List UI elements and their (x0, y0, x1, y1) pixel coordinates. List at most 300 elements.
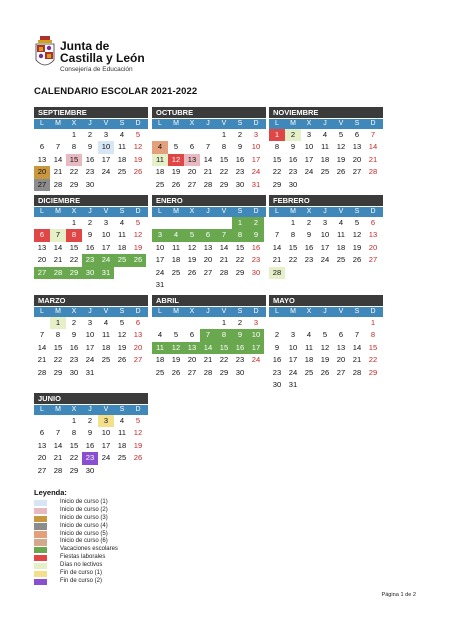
day-cell: 7 (354, 330, 360, 340)
weekday-label: D (253, 120, 259, 127)
month-header: MARZO (34, 295, 148, 306)
day-cell: 11 (152, 342, 168, 354)
day-cell: 21 (53, 167, 63, 177)
legend-item (34, 515, 118, 523)
day-cell: 5 (135, 416, 141, 425)
day-cell: 27 (34, 179, 50, 191)
day-cell: 1 (269, 129, 285, 141)
day-cell: 9 (87, 230, 93, 240)
day-cell: 29 (272, 179, 282, 189)
day-cell: 25 (155, 367, 165, 377)
day-cell: 7 (55, 142, 61, 152)
day-cell: 6 (135, 318, 141, 327)
empty-cell (216, 217, 232, 229)
day-cell: 31 (155, 279, 165, 289)
empty-cell (34, 217, 50, 229)
day-cell: 22 (272, 167, 282, 177)
weekday-label: L (40, 120, 44, 127)
weekday-label: S (119, 120, 125, 127)
legend-swatch (34, 547, 47, 553)
day-cell: 8 (71, 428, 77, 438)
day-cell: 23 (69, 355, 79, 365)
month-marzo (34, 295, 148, 379)
weekday-label: V (221, 308, 227, 315)
day-cell: 14 (53, 242, 63, 252)
month-enero (152, 195, 266, 291)
empty-cell (152, 129, 168, 141)
month-octubre (152, 107, 266, 191)
day-cell: 10 (155, 242, 165, 252)
day-cell: 25 (101, 355, 111, 365)
day-cell: 30 (235, 367, 245, 377)
day-cell: 13 (184, 154, 200, 166)
day-cell: 15 (66, 154, 82, 166)
day-cell: 27 (34, 267, 50, 279)
day-grid (269, 129, 383, 191)
day-cell: 23 (272, 367, 282, 377)
day-cell: 13 (37, 154, 47, 164)
legend (34, 499, 118, 586)
day-cell: 25 (171, 267, 181, 277)
day-cell: 21 (53, 255, 63, 265)
day-cell: 6 (370, 218, 376, 227)
empty-cell (349, 317, 365, 329)
day-cell: 21 (368, 154, 378, 164)
empty-cell (333, 317, 349, 329)
day-cell: 28 (203, 179, 213, 189)
empty-cell (200, 217, 216, 229)
day-cell: 12 (320, 342, 330, 352)
day-cell: 8 (216, 329, 232, 341)
legend-label: Inicio de curso (5) (60, 530, 108, 537)
month-junio (34, 393, 148, 477)
day-cell: 17 (248, 342, 264, 354)
day-cell: 24 (251, 167, 261, 177)
day-cell: 2 (87, 218, 93, 227)
day-cell: 13 (184, 342, 200, 354)
day-cell: 18 (101, 342, 111, 352)
day-cell: 15 (288, 242, 298, 252)
empty-cell (50, 217, 66, 229)
weekday-label: D (253, 208, 259, 215)
day-cell: 29 (235, 267, 245, 277)
weekday-label: D (135, 308, 141, 315)
day-cell: 30 (82, 267, 98, 279)
weekday-label: X (71, 208, 77, 215)
day-cell: 20 (187, 167, 197, 177)
weekday-label: S (354, 208, 360, 215)
day-cell: 27 (352, 167, 362, 177)
day-cell: 10 (248, 329, 264, 341)
day-cell: 18 (117, 154, 127, 164)
day-cell: 11 (172, 242, 180, 252)
day-cell: 10 (85, 330, 95, 340)
legend-title: Leyenda: (34, 488, 67, 497)
weekday-row (269, 207, 383, 217)
weekday-label: L (275, 208, 279, 215)
day-cell: 1 (50, 317, 66, 329)
day-cell: 20 (203, 255, 213, 265)
day-cell: 22 (288, 255, 298, 265)
day-cell: 14 (37, 342, 47, 352)
weekday-label: S (119, 308, 125, 315)
day-cell: 22 (53, 355, 63, 365)
day-cell: 18 (155, 355, 165, 365)
legend-swatch (34, 579, 47, 585)
empty-cell (34, 317, 50, 329)
day-cell: 20 (368, 242, 378, 252)
empty-cell (269, 317, 285, 329)
weekday-label: M (290, 308, 296, 315)
day-cell: 25 (117, 167, 127, 177)
day-cell: 22 (69, 255, 79, 265)
logo-line-2: Castilla y León (60, 51, 145, 65)
day-cell: 15 (216, 342, 232, 354)
legend-label: Inicio de curso (2) (60, 506, 108, 513)
day-cell: 4 (157, 330, 163, 340)
day-cell: 28 (53, 179, 63, 189)
day-grid (152, 217, 266, 291)
day-cell: 7 (50, 229, 66, 241)
day-cell: 6 (354, 130, 360, 139)
legend-label: Días no lectivos (60, 562, 103, 569)
weekday-row (152, 119, 266, 129)
weekday-label: X (189, 208, 195, 215)
weekday-label: D (135, 120, 141, 127)
day-cell: 24 (251, 355, 261, 365)
day-cell: 14 (368, 142, 378, 152)
day-cell: 13 (133, 330, 143, 340)
day-cell: 6 (39, 142, 45, 152)
day-cell: 23 (288, 167, 298, 177)
day-cell: 20 (352, 154, 362, 164)
legend-swatch (34, 555, 47, 561)
day-cell: 16 (251, 242, 261, 252)
day-cell: 9 (237, 142, 243, 152)
day-cell: 9 (248, 229, 264, 241)
day-cell: 15 (219, 154, 229, 164)
weekday-label: M (173, 308, 179, 315)
day-cell: 26 (117, 355, 127, 365)
weekday-label: V (338, 308, 344, 315)
day-cell: 5 (322, 330, 328, 340)
legend-swatch (34, 531, 47, 537)
day-cell: 20 (336, 355, 346, 365)
day-cell: 11 (118, 142, 126, 152)
day-cell: 16 (235, 154, 245, 164)
day-cell: 14 (272, 242, 282, 252)
day-cell: 5 (173, 330, 179, 340)
day-cell: 13 (37, 440, 47, 450)
legend-item (34, 531, 118, 539)
day-cell: 1 (290, 218, 296, 227)
day-grid (34, 415, 148, 477)
empty-cell (269, 217, 285, 229)
day-cell: 3 (253, 318, 259, 327)
day-cell: 15 (53, 342, 63, 352)
day-cell: 2 (87, 416, 93, 425)
day-grid (34, 129, 148, 191)
day-cell: 13 (352, 142, 362, 152)
day-cell: 20 (187, 355, 197, 365)
weekday-label: J (323, 308, 327, 315)
logo-subtitle: Consejería de Educación (60, 66, 133, 73)
weekday-label: S (237, 120, 243, 127)
day-cell: 18 (117, 440, 127, 450)
day-cell: 6 (338, 330, 344, 340)
weekday-row (152, 307, 266, 317)
day-cell: 21 (203, 355, 213, 365)
day-cell: 20 (37, 255, 47, 265)
day-cell: 12 (168, 342, 184, 354)
empty-cell (50, 129, 66, 141)
weekday-row (34, 405, 148, 415)
day-cell: 28 (219, 267, 229, 277)
day-cell: 11 (118, 428, 126, 438)
legend-item (34, 523, 118, 531)
day-cell: 26 (320, 367, 330, 377)
day-cell: 8 (66, 229, 82, 241)
day-cell: 24 (85, 355, 95, 365)
day-cell: 15 (368, 342, 378, 352)
day-cell: 5 (173, 142, 179, 152)
day-grid (269, 317, 383, 391)
day-cell: 19 (336, 154, 346, 164)
weekday-row (269, 307, 383, 317)
day-cell: 18 (320, 154, 330, 164)
weekday-label: X (306, 120, 312, 127)
month-header: DICIEMBRE (34, 195, 148, 206)
legend-item (34, 538, 118, 546)
day-cell: 19 (133, 440, 143, 450)
day-cell: 23 (235, 167, 245, 177)
weekday-label: V (338, 120, 344, 127)
day-cell: 1 (71, 130, 77, 139)
weekday-row (152, 207, 266, 217)
weekday-label: M (55, 208, 61, 215)
weekday-label: X (306, 208, 312, 215)
day-cell: 26 (133, 167, 143, 177)
day-cell: 11 (152, 154, 168, 166)
month-header: ABRIL (152, 295, 266, 306)
day-cell: 5 (135, 130, 141, 139)
day-cell: 16 (304, 242, 314, 252)
weekday-label: X (189, 308, 195, 315)
day-cell: 12 (133, 230, 143, 240)
day-grid (34, 317, 148, 379)
empty-cell (301, 317, 317, 329)
day-cell: 10 (251, 142, 261, 152)
weekday-label: S (237, 308, 243, 315)
weekday-label: L (158, 208, 162, 215)
weekday-label: M (173, 208, 179, 215)
month-septiembre (34, 107, 148, 191)
day-cell: 19 (171, 167, 181, 177)
day-cell: 22 (219, 167, 229, 177)
day-cell: 5 (184, 229, 200, 241)
day-cell: 2 (274, 330, 280, 340)
day-grid (269, 217, 383, 279)
weekday-label: J (88, 406, 92, 413)
day-cell: 7 (370, 130, 376, 139)
day-cell: 12 (187, 242, 197, 252)
day-cell: 27 (187, 179, 197, 189)
day-cell: 21 (203, 167, 213, 177)
month-noviembre (269, 107, 383, 191)
legend-item (34, 499, 118, 507)
day-cell: 26 (171, 367, 181, 377)
day-cell: 14 (200, 342, 216, 354)
day-cell: 23 (304, 255, 314, 265)
day-cell: 6 (189, 142, 195, 152)
day-cell: 8 (232, 229, 248, 241)
empty-cell (200, 129, 216, 141)
day-cell: 26 (336, 167, 346, 177)
day-cell: 30 (85, 179, 95, 189)
legend-item (34, 554, 118, 562)
month-header: NOVIEMBRE (269, 107, 383, 118)
day-cell: 31 (288, 379, 298, 389)
weekday-label: V (103, 308, 109, 315)
day-cell: 26 (187, 267, 197, 277)
legend-item (34, 546, 118, 554)
day-cell: 4 (119, 416, 125, 425)
weekday-label: D (135, 406, 141, 413)
day-cell: 9 (87, 428, 93, 438)
day-cell: 29 (219, 367, 229, 377)
day-cell: 29 (69, 179, 79, 189)
weekday-label: X (71, 406, 77, 413)
day-cell: 13 (203, 242, 213, 252)
day-cell: 14 (203, 154, 213, 164)
day-cell: 1 (71, 416, 77, 425)
weekday-label: M (290, 208, 296, 215)
day-cell: 9 (306, 230, 312, 240)
legend-swatch (34, 539, 47, 545)
day-cell: 10 (304, 142, 314, 152)
day-cell: 27 (187, 367, 197, 377)
day-cell: 19 (320, 355, 330, 365)
day-cell: 28 (203, 367, 213, 377)
day-cell: 26 (352, 255, 362, 265)
day-cell: 21 (37, 355, 47, 365)
day-cell: 30 (251, 267, 261, 277)
day-cell: 23 (85, 167, 95, 177)
day-cell: 17 (85, 342, 95, 352)
day-cell: 17 (288, 355, 298, 365)
day-cell: 2 (285, 129, 301, 141)
day-cell: 31 (251, 179, 261, 189)
day-cell: 10 (320, 230, 330, 240)
month-header: ENERO (152, 195, 266, 206)
logo-line-1: Junta de (60, 39, 110, 53)
day-cell: 10 (101, 428, 111, 438)
day-cell: 30 (85, 465, 95, 475)
day-cell: 4 (119, 218, 125, 227)
day-cell: 27 (203, 267, 213, 277)
day-cell: 1 (370, 318, 376, 327)
day-cell: 8 (370, 330, 376, 340)
day-cell: 4 (119, 130, 125, 139)
legend-label: Fin de curso (2) (60, 577, 103, 584)
legend-swatch (34, 563, 47, 569)
day-cell: 23 (251, 255, 261, 265)
day-cell: 7 (39, 330, 45, 340)
day-cell: 11 (321, 142, 329, 152)
weekday-label: S (119, 208, 125, 215)
day-cell: 13 (336, 342, 346, 352)
weekday-label: X (189, 120, 195, 127)
day-cell: 1 (221, 318, 227, 327)
weekday-label: M (55, 120, 61, 127)
weekday-label: M (290, 120, 296, 127)
day-cell: 3 (322, 218, 328, 227)
day-cell: 4 (103, 318, 109, 327)
day-cell: 15 (272, 154, 282, 164)
empty-cell (152, 317, 168, 329)
legend-item (34, 570, 118, 578)
weekday-label: J (206, 308, 210, 315)
weekday-label: J (88, 208, 92, 215)
day-cell: 22 (235, 255, 245, 265)
legend-swatch (34, 508, 47, 514)
day-cell: 12 (133, 142, 143, 152)
day-cell: 10 (288, 342, 298, 352)
weekday-row (34, 207, 148, 217)
legend-label: Inicio de curso (1) (60, 499, 108, 505)
day-cell: 17 (320, 242, 330, 252)
day-cell: 25 (336, 255, 346, 265)
empty-cell (317, 317, 333, 329)
day-cell: 24 (155, 267, 165, 277)
weekday-label: D (370, 120, 376, 127)
legend-label: Inicio de curso (3) (60, 514, 108, 521)
day-cell: 22 (69, 167, 79, 177)
day-cell: 3 (290, 330, 296, 340)
day-cell: 11 (305, 342, 313, 352)
day-cell: 3 (98, 415, 114, 427)
weekday-row (34, 307, 148, 317)
day-cell: 25 (114, 254, 130, 266)
day-cell: 17 (101, 440, 111, 450)
legend-item (34, 578, 118, 586)
weekday-label: M (55, 406, 61, 413)
legend-swatch (34, 516, 47, 522)
day-cell: 9 (71, 330, 77, 340)
day-cell: 25 (117, 453, 127, 463)
day-cell: 22 (219, 355, 229, 365)
legend-label: Fin de curso (1) (60, 570, 103, 577)
day-cell: 5 (135, 218, 141, 227)
day-cell: 6 (189, 330, 195, 340)
day-cell: 28 (53, 465, 63, 475)
day-cell: 8 (71, 142, 77, 152)
weekday-label: V (221, 208, 227, 215)
day-cell: 29 (66, 267, 82, 279)
weekday-label: D (253, 308, 259, 315)
day-grid (34, 217, 148, 279)
day-cell: 9 (274, 342, 280, 352)
empty-cell (184, 317, 200, 329)
day-cell: 28 (352, 367, 362, 377)
weekday-label: X (71, 120, 77, 127)
day-cell: 7 (274, 230, 280, 240)
day-cell: 27 (368, 255, 378, 265)
day-cell: 7 (205, 142, 211, 152)
day-cell: 14 (352, 342, 362, 352)
empty-cell (200, 317, 216, 329)
day-cell: 17 (251, 154, 261, 164)
